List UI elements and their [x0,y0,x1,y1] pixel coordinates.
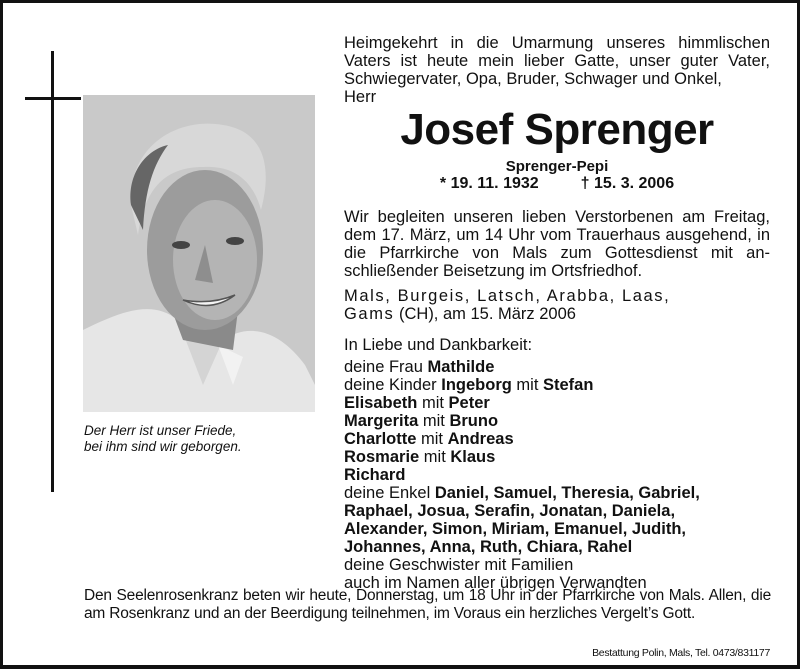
notice-main [344,34,770,592]
family-grandchildren: Johannes, Anna, Ruth, Chiara, Rahel [344,538,633,556]
intro-text: Heimgekehrt in die Umarmung unseres himmlischen Vaters ist heute mein lieber Gatte, unser guter Vater, Schwiegervater, Opa, Bruder, Schwager und Onkel, [344,34,770,88]
family-siblings: deine Geschwister mit Familien [344,556,574,574]
family-grandchildren: Alexander, Simon, Miriam, Emanuel, Judith, [344,520,686,538]
cross-icon-horizontal [25,97,81,100]
portrait-illustration-icon [83,95,315,412]
places-date [344,287,770,323]
family-list [344,336,770,592]
motto-line-1: Der Herr ist unser Friede, [84,423,237,438]
portrait-photo [83,95,315,412]
undertaker-signature: Bestattung Polin, Mals, Tel. 0473/831177 [592,647,770,659]
birth-date: * 19. 11. 1932 [439,175,539,192]
family-child: Margerita mit Bruno [344,412,499,430]
family-wife: deine Frau Mathilde [344,358,495,376]
motto-quote [84,423,324,454]
family-child: Elisabeth mit Peter [344,394,490,412]
death-date: † 15. 3. 2006 [580,175,675,192]
deceased-nickname: Sprenger-Pepi [505,158,609,175]
funeral-text: Wir begleiten unseren lieben Verstorbenen am Freitag, dem 17. März, um 14 Uhr vom Trauerhaus ausgehend, in die Pfarrkirche von Mals zum Gottesdienst mit an-schließender Beisetzung im Ortsfriedhof. [344,208,770,280]
family-child: deine Kinder Ingeborg mit Stefan [344,376,594,394]
places-line-2: Gams (CH), am 15. März 2006 [344,305,576,323]
rosary-text: Den Seelenrosenkranz beten wir heute, Donnerstag, um 18 Uhr in der Pfarrkirche von Mals. Allen, die am Rosenkranz und an der Beerdigung teilnehmen, im Voraus ein herzliches Vergelt’s Gott. [84,587,771,622]
family-child: Rosmarie mit Klaus [344,448,496,466]
cross-icon-vertical [51,51,54,492]
family-child: Charlotte mit Andreas [344,430,514,448]
family-heading: In Liebe und Dankbarkeit: [344,336,533,354]
family-grandchildren: deine Enkel Daniel, Samuel, Theresia, Gabriel, [344,484,700,502]
family-relatives: auch im Namen aller übrigen Verwandten [344,574,647,592]
family-child: Richard [344,466,406,484]
places-line-1: Mals, Burgeis, Latsch, Arabba, Laas, [344,287,671,305]
family-grandchildren: Raphael, Josua, Serafin, Jonatan, Daniela, [344,502,676,520]
deceased-name: Josef Sprenger [400,105,714,154]
intro-herr: Herr [344,88,377,106]
life-dates [344,175,770,193]
motto-line-2: bei ihm sind wir geborgen. [84,438,242,454]
